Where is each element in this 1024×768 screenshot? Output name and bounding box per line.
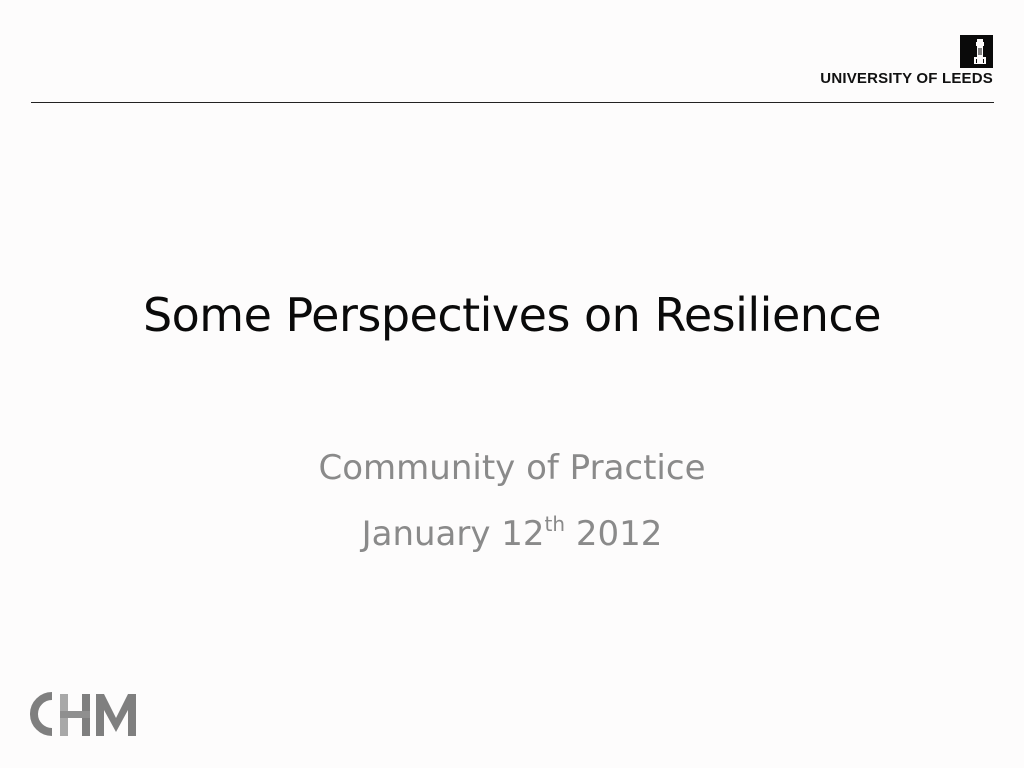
university-logo-text: UNIVERSITY OF LEEDS [820,70,993,87]
date-year: 2012 [565,514,663,554]
slide-date [0,514,1024,554]
chm-logo-icon [30,690,140,738]
date-prefix: January 12 [361,514,545,554]
slide-title: Some Perspectives on Resilience [142,288,882,342]
slide-subtitle: Community of Practice [318,448,706,488]
header-divider [31,102,994,103]
university-logo-icon [960,35,993,68]
date-ordinal-suffix: th [544,512,566,536]
